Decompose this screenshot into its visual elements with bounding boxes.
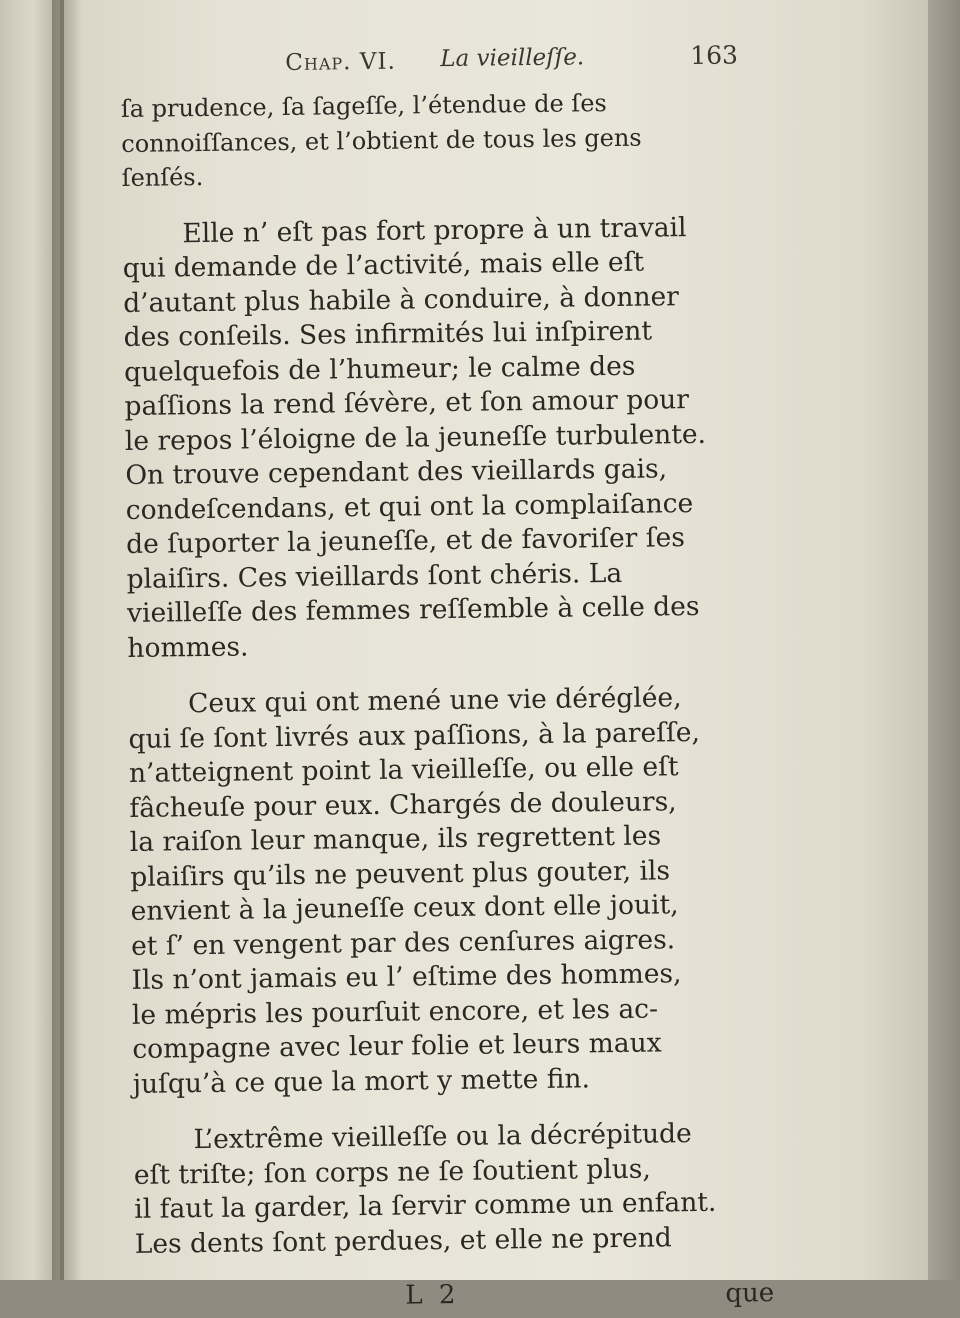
text-line: Ils n’ont jamais eu l’ eſtime des hommes, <box>131 958 682 996</box>
text-line: condeſcendans, et qui ont la complaiſance <box>125 487 694 526</box>
text-line: compagne avec leur folie et leurs maux <box>132 1027 662 1065</box>
chapter-label: Chap. VI. <box>285 48 396 76</box>
text-line: n’atteignent point la vieilleſſe, ou elle eſt <box>128 751 679 789</box>
text-line: L’extrême vieilleſſe ou la décrépitude <box>193 1118 692 1156</box>
text-line: envient à la jeuneſſe ceux dont elle jouit, <box>130 889 679 927</box>
text-line: quelquefois de l’humeur; le calme des <box>123 350 636 388</box>
paragraph-1 <box>121 84 782 196</box>
facing-page-edge <box>0 0 60 1280</box>
page-footer <box>135 1270 795 1318</box>
page-number: 163 <box>690 40 739 71</box>
text-line: hommes. <box>127 630 249 664</box>
text-line: On trouve cependant des vieillards gais, <box>125 453 668 491</box>
text-line: d’autant plus habile à conduire, à donner <box>123 280 680 319</box>
text-line: qui ſe ſont livrés aux paſſions, à la pareſſe, <box>128 716 701 755</box>
text-line: ſa prudence, ſa ſageſſe, l’étendue de ſes <box>120 89 607 123</box>
text-line: fâcheuſe pour eux. Chargés de douleurs, <box>129 785 677 824</box>
text-line: paſſions la rend ſévère, et ſon amour pour <box>124 384 690 422</box>
text-line: Les dents ſont perdues, et elle ne prend <box>134 1221 672 1260</box>
chapter-title: La vieilleſſe. <box>440 44 585 73</box>
text-line: ſenſés. <box>121 162 204 192</box>
running-head <box>120 30 781 92</box>
text-line: le mépris les pourſuit encore, et les ac- <box>131 993 659 1031</box>
text-line: et ſ’ en vengent par des cenſures aigres. <box>130 923 676 962</box>
text-line: juſqu’à ce que la mort y mette fin. <box>132 1062 591 1100</box>
paragraph-2 <box>122 209 787 666</box>
text-line: il faut la garder, la ſervir comme un enfant. <box>134 1186 717 1225</box>
text-line: le repos l’éloigne de la jeuneſſe turbulente. <box>124 418 707 457</box>
binding-gutter-shadow <box>52 0 82 1280</box>
text-line: de ſuporter la jeuneſſe, et de favoriſer ſes <box>125 522 686 560</box>
text-line: qui demande de l’activité, mais elle eſt <box>122 246 645 284</box>
text-line: des conſeils. Ses infirmités lui inſpirent <box>123 315 653 353</box>
text-line: Ceux qui ont mené une vie déréglée, <box>187 682 682 720</box>
paragraph-3 <box>128 680 793 1102</box>
text-line: eſt triſte; ſon corps ne ſe ſoutient plus, <box>133 1153 651 1191</box>
text-line: plaiſirs. Ces vieillards ſont chéris. La <box>126 557 623 595</box>
catchword: que <box>725 1278 775 1309</box>
text-line: connoiſſances, et l’obtient de tous les gens <box>121 123 642 158</box>
printed-text-block <box>120 30 796 1318</box>
text-line: vieilleſſe des femmes reſſemble à celle des <box>126 590 700 629</box>
text-line: plaiſirs qu’ils ne peuvent plus gouter, ils <box>130 854 671 893</box>
signature-mark: L 2 <box>405 1279 460 1311</box>
text-line: Elle n’ eſt pas fort propre à un travail <box>182 211 687 249</box>
text-line: la raiſon leur manque, ils regrettent les <box>129 820 662 858</box>
page-fore-edge <box>928 0 960 1280</box>
paragraph-4 <box>133 1116 795 1262</box>
